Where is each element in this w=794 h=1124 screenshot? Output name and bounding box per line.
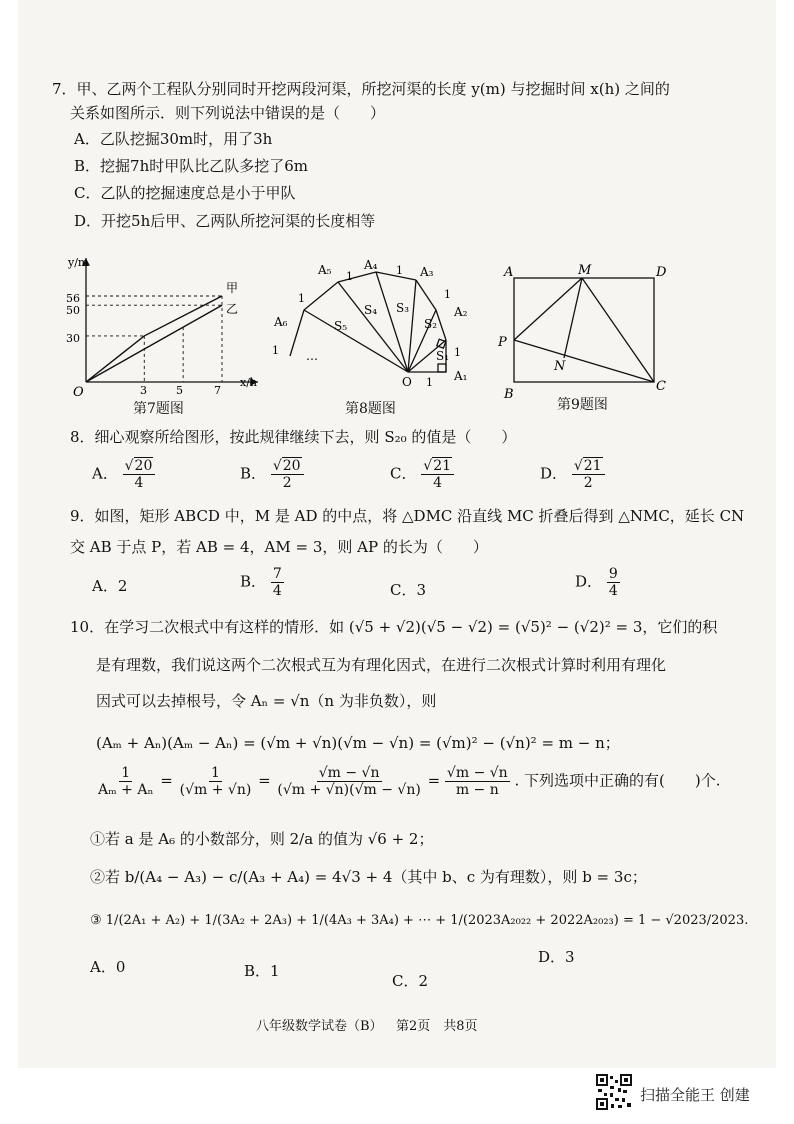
point-d: D [656, 265, 667, 280]
q7-option-d: D．开挖5h后甲、乙两队所挖河渠的长度相等 [74, 212, 376, 230]
q8-option-d [540, 458, 605, 491]
chart-series [86, 296, 222, 382]
figure-8-spiral [268, 256, 483, 396]
point-m: M [578, 263, 592, 278]
point-a1: A₁ [454, 369, 468, 383]
x-tick-5: 5 [176, 384, 183, 397]
q8-option-a-letter: A． [92, 464, 118, 483]
q9-option-b-frac [271, 566, 284, 599]
q8-option-a-num: 20 [134, 458, 153, 474]
q10-item1: ①若 a 是 A₆ 的小数部分，则 2/a 的值为 √6 + 2； [90, 830, 434, 848]
segment-one-1: 1 [346, 270, 353, 283]
y-tick-30: 30 [66, 332, 80, 345]
q10-item2: ②若 b/(A₄ − A₃) − c/(A₃ + A₄) = 4√3 + 4（其中 b、c 为有理数），则 b = 3c； [90, 868, 647, 886]
q8-option-b-letter: B． [240, 464, 267, 483]
figure-9-rectangle [496, 260, 678, 400]
q8-option-a-frac: $\frac{√20}{4}$ [123, 458, 156, 491]
area-s3: S₃ [396, 301, 410, 315]
q10-frac-big [275, 765, 422, 798]
point-a: A [504, 265, 514, 280]
segment-one-3: 1 [444, 288, 451, 301]
point-a2: A₂ [454, 305, 468, 319]
q8-option-d-den: 2 [583, 475, 593, 491]
point-a3: A₃ [420, 265, 434, 279]
area-s2: S₂ [424, 317, 438, 331]
q10-frac-big-den: (√m + √n)(√m − √n) [277, 782, 421, 798]
q10-fraction-chain: $\frac{1}{\text{Aₘ + Aₙ}}$ = $\frac{1}{(√m + √n)}$ = $\frac{√m - √n}{(√m + √n)(√m - √n)}$ = $\frac{√m - √n}{m - n}$ . 下列选项中正确的有( )个. [98, 765, 721, 798]
q10-frac-mid [178, 765, 254, 798]
q8-option-c-letter: C． [390, 464, 417, 483]
q7-option-b: B．挖掘7h时甲队比乙队多挖了6m [74, 157, 308, 175]
x-tick-7: 7 [214, 384, 221, 397]
q7-option-a: A．乙队挖掘30m时，用了3h [74, 130, 273, 148]
q9-option-b-num: 7 [272, 566, 282, 582]
y-tick-56: 56 [66, 292, 80, 305]
figure-7-chart [60, 252, 270, 417]
point-b: B [504, 387, 514, 400]
q8-option-d-num: 21 [583, 458, 602, 474]
segment-one-6: 1 [298, 292, 305, 305]
q9-option-c: C．3 [390, 581, 427, 599]
q10-option-b: B．1 [244, 962, 280, 980]
series-label-jia: 甲 [226, 281, 239, 295]
q10-frac-left [96, 765, 156, 798]
qr-code-icon [596, 1074, 632, 1110]
q9-option-d-frac [607, 566, 620, 599]
q10-line1: 10．在学习二次根式中有这样的情形．如 (√5 + √2)(√5 − √2) = (√5)² − (√2)² = 3，它们的积 [70, 618, 718, 636]
q9-option-b [240, 566, 284, 599]
continuation-dots: … [306, 349, 318, 363]
area-s5: S₅ [334, 319, 348, 333]
q9-option-d-letter: D． [575, 572, 603, 591]
footer-page: 第2页 共8页 [396, 1019, 478, 1034]
q8-option-c-den: 4 [433, 475, 443, 491]
q10-line3: 因式可以去掉根号，令 Aₙ = √n（n 为非负数），则 [96, 692, 437, 710]
footer-subject: 八年级数学试卷（B） [256, 1019, 383, 1034]
point-c: C [656, 379, 666, 394]
q8-option-c [390, 458, 454, 491]
q10-frac-big-num: √m − √n [318, 765, 380, 781]
point-p: P [498, 335, 507, 350]
q10-frac-result-den: m − n [455, 782, 499, 798]
q10-line4: (Aₘ + Aₙ)(Aₘ − Aₙ) = (√m + √n)(√m − √n) = (√m)² − (√n)² = m − n； [96, 734, 620, 752]
q9-option-b-den: 4 [272, 583, 282, 599]
y-axis-label: y/m [68, 256, 89, 269]
q9-option-d-den: 4 [608, 583, 618, 599]
q10-frac-mid-den: (√m + √n) [179, 782, 252, 798]
area-s4: S₄ [364, 303, 378, 317]
q8-option-a-den: 4 [134, 475, 144, 491]
q10-frac-left-num: 1 [121, 765, 131, 781]
segment-one-2: 1 [396, 264, 403, 277]
figure-7-caption: 第7题图 [133, 401, 184, 417]
origin-label: O [73, 385, 84, 400]
q10-line2: 是有理数，我们说这两个二次根式互为有理化因式，在进行二次根式计算时利用有理化 [96, 656, 667, 674]
q8-option-c-num: 21 [433, 458, 452, 474]
q10-frac-result [445, 765, 510, 798]
y-tick-50: 50 [66, 304, 80, 317]
series-line-jia [86, 296, 222, 382]
q10-frac-left-den: Aₘ + Aₙ [98, 782, 154, 798]
chart-axes [86, 258, 258, 382]
point-a6: A₆ [274, 315, 288, 329]
q8-option-d-letter: D． [540, 464, 568, 483]
q9-line1: 9．如图，矩形 ABCD 中，M 是 AD 的中点，将 △DMC 沿直线 MC 折叠后得到 △NMC，延长 CN [70, 507, 745, 525]
q8-option-b-num: 20 [282, 458, 301, 474]
q8-text: 8．细心观察所给图形，按此规律继续下去，则 S₂₀ 的值是（ ） [70, 428, 517, 446]
point-a5: A₅ [318, 263, 332, 277]
figure-8-caption: 第8题图 [345, 401, 396, 417]
q9-option-b-letter: B． [240, 572, 267, 591]
q10-item3: ③ 1/(2A₁ + A₂) + 1/(3A₂ + 2A₃) + 1/(4A₃ + 3A₄) + ⋯ + 1/(2023A₂₀₂₂ + 2022A₂₀₂₃) = 1 − √2023/2023. [90, 913, 749, 928]
point-n: N [554, 359, 566, 374]
q8-option-b-den: 2 [282, 475, 292, 491]
q10-option-a: A．0 [90, 958, 126, 976]
q9-option-d-num: 9 [608, 566, 618, 582]
q9-line2: 交 AB 于点 P，若 AB = 4，AM = 3，则 AP 的长为（ ） [70, 538, 488, 556]
segment-one-7: 1 [272, 344, 279, 357]
figure-9-caption: 第9题图 [557, 397, 608, 413]
x-tick-3: 3 [140, 384, 147, 397]
q10-option-c: C．2 [392, 972, 429, 990]
q10-option-d: D．3 [538, 948, 575, 966]
q8-option-a [92, 458, 155, 491]
x-axis-label: x/h [240, 376, 257, 389]
q8-option-c-frac: $\frac{√21}{4}$ [421, 458, 454, 491]
q8-option-b-frac: $\frac{√20}{2}$ [271, 458, 304, 491]
point-o: O [402, 375, 412, 389]
scanner-watermark-text: 扫描全能王 创建 [640, 1086, 750, 1104]
area-s1: S₁ [436, 349, 450, 363]
q8-option-b [240, 458, 304, 491]
q7-line2: 关系如图所示．则下列说法中错误的是（ ） [70, 104, 386, 122]
q10-frac-result-num: √m − √n [446, 765, 508, 781]
q7-option-c: C．乙队的挖掘速度总是小于甲队 [74, 184, 296, 202]
series-line-yi [86, 305, 222, 382]
segment-one-4: 1 [454, 346, 461, 359]
q9-option-d [575, 566, 620, 599]
q10-frac-mid-num: 1 [211, 765, 220, 781]
segment-one-5: 1 [426, 376, 433, 389]
q9-option-a: A．2 [92, 577, 128, 595]
series-label-yi: 乙 [226, 302, 239, 316]
q7-line1: 7．甲、乙两个工程队分别同时开挖两段河渠，所挖河渠的长度 y(m) 与挖掘时间 x(h) 之间的 [52, 80, 670, 98]
chart-guides [86, 296, 222, 382]
point-a4: A₄ [364, 258, 378, 272]
q8-option-d-frac: $\frac{√21}{2}$ [572, 458, 605, 491]
q10-question-tail: . 下列选项中正确的有( )个. [514, 771, 721, 790]
